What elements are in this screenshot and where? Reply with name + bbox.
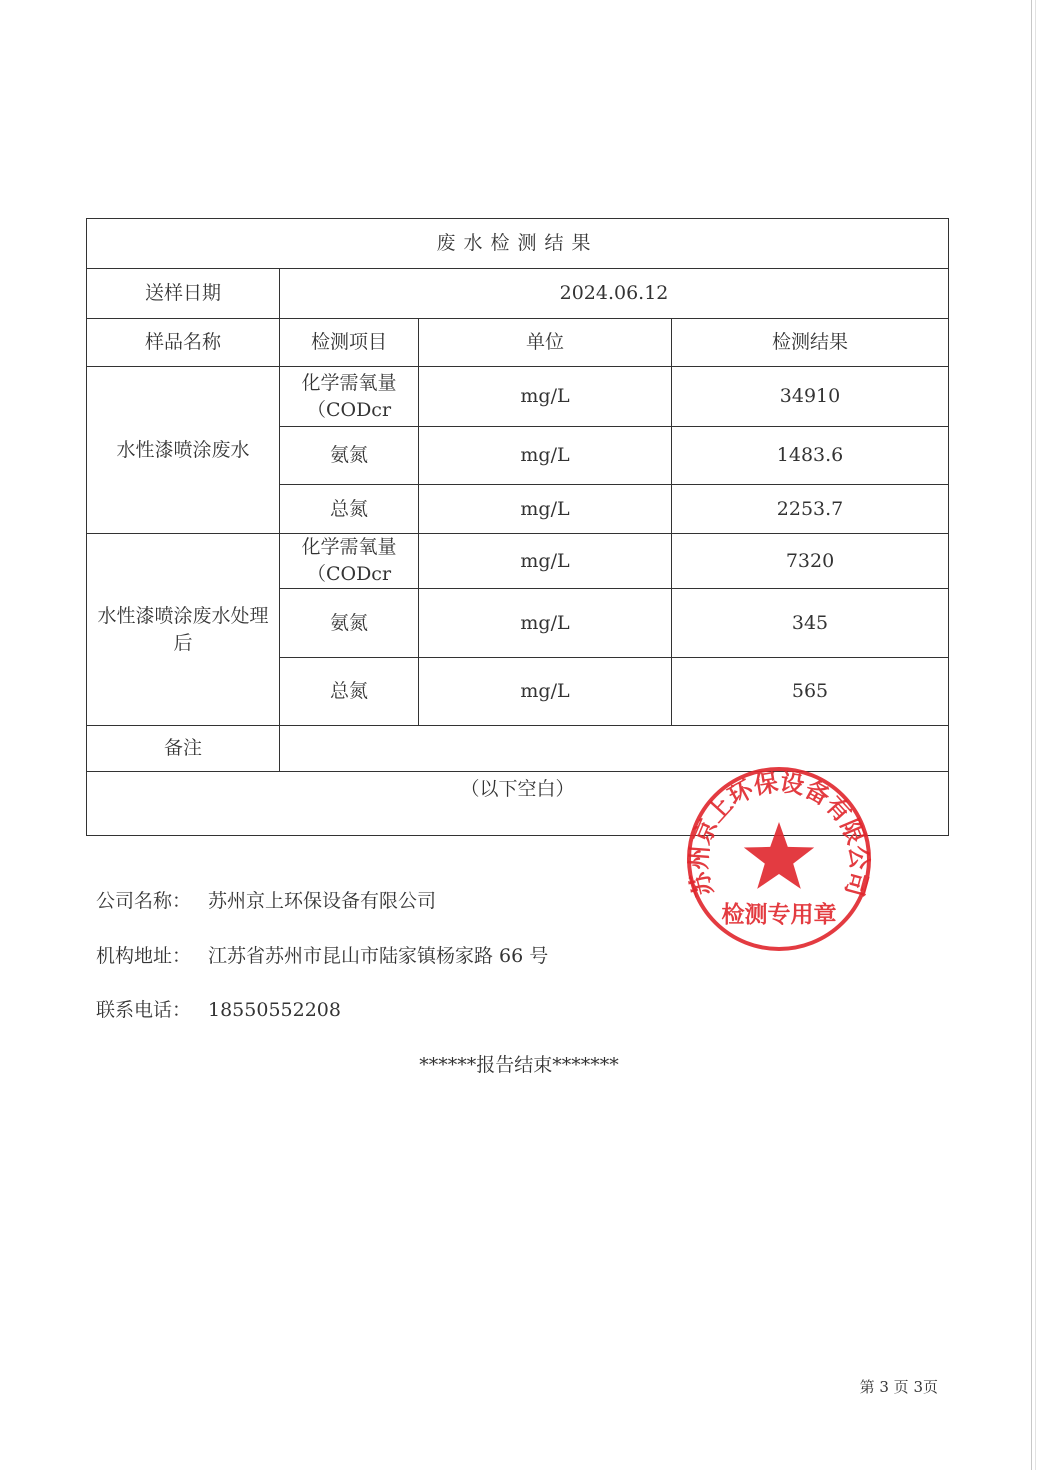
page-number: 第 3 页 3页 bbox=[859, 1378, 938, 1396]
header-result: 检测结果 bbox=[672, 319, 949, 367]
unit-cell: mg/L bbox=[419, 658, 672, 726]
phone-value: 18550552208 bbox=[208, 999, 341, 1021]
table-row bbox=[87, 367, 949, 427]
unit-cell: mg/L bbox=[419, 485, 672, 534]
seal-ring-text: 苏州京上环保设备有限公司 bbox=[686, 770, 872, 899]
test-item: 总氮 bbox=[280, 658, 419, 726]
result-cell: 2253.7 bbox=[672, 485, 949, 534]
address-line bbox=[96, 941, 548, 968]
test-item: 氨氮 bbox=[280, 589, 419, 658]
address-label: 机构地址： bbox=[96, 945, 192, 967]
date-label: 送样日期 bbox=[87, 269, 280, 319]
test-item: 总氮 bbox=[280, 485, 419, 534]
seal-bottom-text: 检测专用章 bbox=[721, 902, 837, 927]
test-item: 氨氮 bbox=[280, 427, 419, 485]
phone-label: 联系电话： bbox=[96, 999, 192, 1021]
result-cell: 1483.6 bbox=[672, 427, 949, 485]
sample-name: 水性漆喷涂废水处理后 bbox=[87, 534, 280, 726]
date-value: 2024.06.12 bbox=[280, 269, 949, 319]
remarks-label: 备注 bbox=[87, 726, 280, 772]
company-seal-stamp bbox=[684, 764, 874, 954]
seal-star-icon bbox=[744, 822, 814, 889]
header-unit: 单位 bbox=[419, 319, 672, 367]
unit-cell: mg/L bbox=[419, 589, 672, 658]
result-cell: 34910 bbox=[672, 367, 949, 427]
company-name-line bbox=[96, 886, 436, 913]
result-cell: 565 bbox=[672, 658, 949, 726]
address-value: 江苏省苏州市昆山市陆家镇杨家路 66 号 bbox=[208, 945, 549, 967]
unit-cell: mg/L bbox=[419, 534, 672, 589]
sample-name: 水性漆喷涂废水 bbox=[87, 367, 280, 534]
unit-cell: mg/L bbox=[419, 427, 672, 485]
table-title: 废水检测结果 bbox=[87, 219, 949, 269]
table-row bbox=[87, 534, 949, 589]
phone-line bbox=[96, 995, 341, 1022]
company-name-value: 苏州京上环保设备有限公司 bbox=[208, 890, 437, 912]
result-cell: 7320 bbox=[672, 534, 949, 589]
test-item: 化学需氧量（CODcr bbox=[280, 534, 419, 589]
header-sample: 样品名称 bbox=[87, 319, 280, 367]
blank-below-note: （以下空白） bbox=[87, 772, 949, 836]
unit-cell: mg/L bbox=[419, 367, 672, 427]
test-item: 化学需氧量（CODcr bbox=[280, 367, 419, 427]
company-name-label: 公司名称： bbox=[96, 890, 192, 912]
page-edge-shadow bbox=[1035, 0, 1036, 1470]
header-item: 检测项目 bbox=[280, 319, 419, 367]
results-table bbox=[86, 218, 949, 836]
report-end-marker: ******报告结束******* bbox=[419, 1054, 619, 1076]
result-cell: 345 bbox=[672, 589, 949, 658]
page-edge bbox=[1031, 0, 1032, 1470]
